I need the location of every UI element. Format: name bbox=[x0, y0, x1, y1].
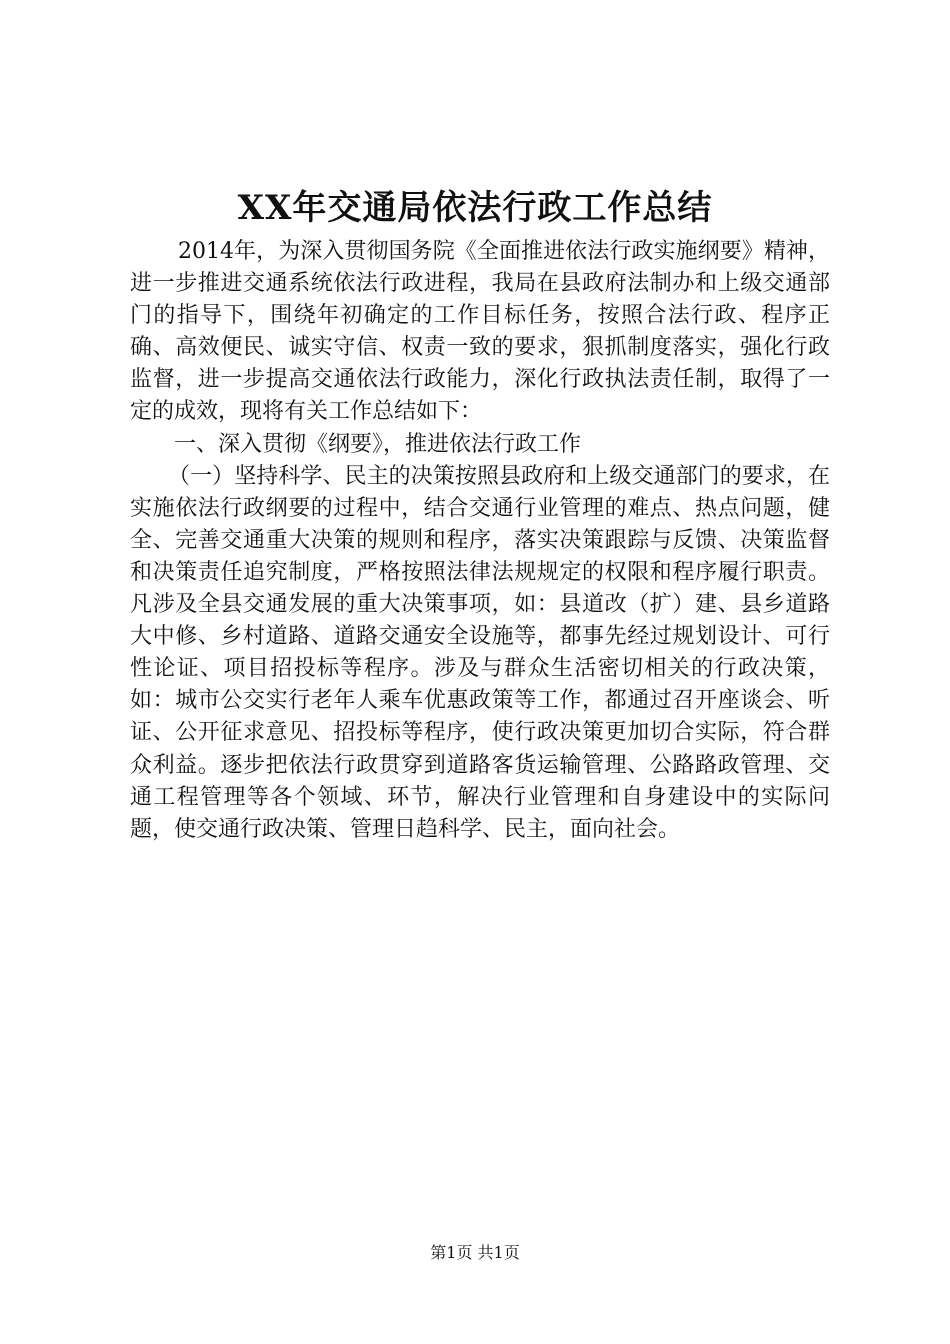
page-footer: 第1页 共1页 bbox=[430, 1243, 520, 1262]
section-heading: 一、深入贯彻《纲要》，推进依法行政工作 bbox=[174, 431, 582, 457]
body-paragraph: （一）坚持科学、民主的决策按照县政府和上级交通部门的要求，在实施依法行政纲要的过程中，结合交通行业管理的难点、热点问题，健全、完善交通重大决策的规则和程序，落实决策跟踪与反馈、决策监督和决策责任追究制度，严格按照法律法规规定的权限和程序履行职责。凡涉及全县交通发展的重大决策事项，如：县道改（扩）建、县乡道路大中修、乡村道路、道路交通安全设施等，都事先经过规划设计、可行性论证、项目招投标等程序。涉及与群众生活密切相关的行政决策，如：城市公交实行老年人乘车优惠政策等工作，都通过召开座谈会、听证、公开征求意见、招投标等程序，使行政决策更加切合实际，符合群众利益。逐步把依法行政贯穿到道路客货运输管理、公路路政管理、交通工程管理等各个领域、环节，解决行业管理和自身建设中的实际问题，使交通行政决策、管理日趋科学、民主，面向社会。 bbox=[130, 463, 830, 842]
document-title: XX年交通局依法行政工作总结 bbox=[237, 188, 713, 228]
intro-paragraph: 2014年，为深入贯彻国务院《全面推进依法行政实施纲要》精神，进一步推进交通系统依法行政进程，我局在县政府法制办和上级交通部门的指导下，围绕年初确定的工作目标任务，按照合法行政、程序正确、高效便民、诚实守信、权责一致的要求，狠抓制度落实，强化行政监督，进一步提高交通依法行政能力，深化行政执法责任制，取得了一定的成效，现将有关工作总结如下： bbox=[130, 239, 830, 425]
document-body bbox=[130, 236, 830, 846]
